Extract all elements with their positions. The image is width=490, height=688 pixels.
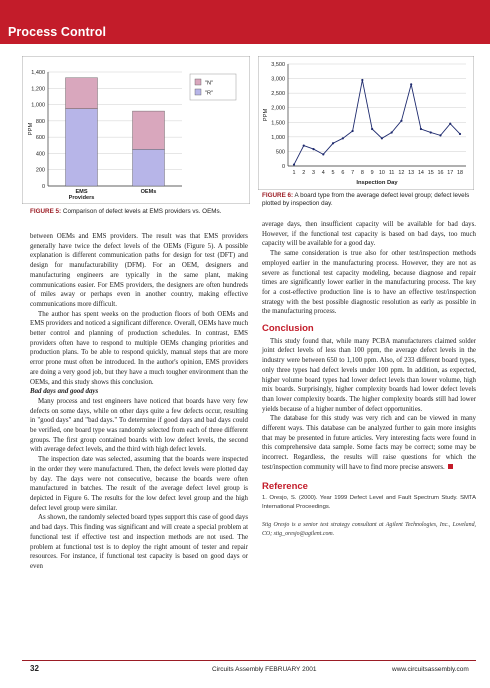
paragraph: Many process and test engineers have noticed that boards have very few defects on some days, while on other days quite a few defects occur, resulting in "good days" and "bad days." To determine if good days and bad days could be verified, one board type was randomly selected from each of three different groups. The first group contained boards with low defect levels, the second with average defect levels, and the third with high defect levels. [30, 397, 248, 454]
conclusion-heading: Conclusion [262, 323, 314, 335]
y-tick-label: 2,500 [271, 91, 285, 98]
page-number: 32 [30, 664, 39, 673]
y-tick-label: 800 [35, 118, 45, 125]
data-point [420, 128, 422, 130]
reference-item: 1. Oresjo, S. (2000). Year 1999 Defect Level and Fault Spectrum Study. SMTA International Proceedings. [262, 495, 476, 511]
paragraph: between OEMs and EMS providers. The result was that EMS providers generally have twice the defect levels of the OEMs (Figure 5). A possible explanation is different communication paths for design for test (DFT) and design for manufacturability (DFM). For an OEM, designers and manufacturing engineers are typically in the same plant, making communications easier. For EMS providers, the designers are often hundreds of miles away or perhaps even in another country, making effective communications more difficult. [30, 233, 248, 308]
figure-5-label: FIGURE 5: [30, 208, 62, 215]
figure-5-caption [30, 208, 260, 216]
publication-name: Circuits Assembly [212, 666, 264, 673]
data-point [381, 137, 383, 139]
x-axis-label: Inspection Day [356, 180, 398, 186]
data-point [391, 131, 393, 133]
x-tick-label: 3 [312, 170, 316, 176]
author-bio: Stig Oresjo is a senior test strategy consultant at Agilent Technologies, Inc., Loveland, CO; stig_oresjo@agilent.com. [262, 522, 476, 537]
data-point [400, 120, 402, 122]
legend-swatch [195, 79, 201, 85]
y-tick-label: 1,400 [31, 70, 45, 76]
paragraph: average days, then insufficient capacity will be available for bad days. However, if the functional test capacity is based on bad days, too much capacity will be available for a good day. [262, 221, 476, 248]
data-point [361, 79, 363, 81]
data-point [459, 133, 461, 135]
x-tick-label: 5 [331, 170, 335, 176]
y-tick-label: 0 [41, 184, 45, 190]
bar-segment [133, 149, 165, 186]
body-right-column [262, 220, 476, 538]
publication-date: FEBRUARY 2001 [265, 666, 317, 673]
x-tick-label: 4 [321, 170, 325, 176]
y-tick-label: 500 [275, 149, 285, 156]
y-axis-label: PPM [263, 108, 269, 122]
data-point [322, 153, 324, 155]
x-tick-label: 8 [360, 170, 364, 176]
legend-label: "R" [205, 90, 214, 97]
figure-5-text: Comparison of defect levels at EMS providers vs. OEMs. [62, 208, 222, 215]
conclusion-final-text: The database for this study was very rich and can be viewed in many different ways. This database can be analyzed further to gain more insights that may be presented in future articles. Very interesting facts were found in this comprehensive data sample. Some facts may be correct; some may be incorrect. Regardless, the results will raise questions for which the test/inspection community will have to find more precise answers. [262, 415, 476, 471]
y-tick-label: 1,200 [31, 86, 45, 93]
y-tick-label: 2,000 [271, 105, 285, 112]
legend-swatch [195, 89, 201, 95]
x-tick-label: 1 [292, 170, 296, 176]
body-left-column [30, 232, 248, 572]
data-point [449, 123, 451, 125]
figure-6-caption [262, 192, 474, 208]
x-tick-label: 17 [447, 170, 454, 176]
data-point [303, 145, 305, 147]
section-title: Process Control [8, 25, 107, 39]
x-tick-label: 18 [457, 170, 463, 176]
y-tick-label: 3,500 [271, 62, 285, 68]
data-point [312, 148, 314, 150]
y-tick-label: 0 [281, 164, 285, 170]
paragraph: The author has spent weeks on the production floors of both OEMs and EMS providers and noticed a significant difference. Overall, OEMs have much better control and planning of production schedules. In contrast, EMS providers often have to respond to multiple OEMs changing priorities and production plans. To be able to respond quickly, manual steps that are more error prone must often be introduced. In the author's opinion, EMS providers are doing a very good job, but they have a much tougher environment than the OEMs, and this study shows this conclusion. [30, 310, 249, 386]
data-point [293, 163, 295, 165]
x-tick-label: 12 [398, 170, 405, 176]
figure-6-svg [258, 56, 474, 190]
paragraph: The same consideration is true also for other test/inspection methods employed earlier in the manufacturing process. However, they are not as severe as functional test capacity modeling, because diagnose and repair times are significantly lower earlier in the manufacturing process. The key for a cost-effective production line is to have an effective test/inspection strategy with the best possible diagnostic resolution as early as possible in the manufacturing process. [262, 250, 476, 316]
figure-5-chart [22, 56, 250, 204]
footer-rule [22, 660, 476, 661]
paragraph: As shown, the randomly selected board types support this case of good days and bad days. This finding was significant and will create a special problem at functional test if effective test and inspection methods are not used. The problem at functional test is to deploy the right amount of tester and repair resources. For instance, if functional test capacity is based on good days or even [30, 514, 248, 570]
x-tick-label: 16 [437, 170, 444, 176]
x-tick-label: 13 [408, 170, 415, 176]
y-axis-label: PPM [28, 122, 34, 136]
subheading-bad-days: Bad days and good days [30, 388, 99, 396]
figure-6-label: FIGURE 6: [262, 192, 294, 199]
x-tick-label: Providers [68, 195, 95, 201]
x-tick-label: 14 [417, 170, 424, 176]
data-point [430, 131, 432, 133]
legend-label: "N" [205, 80, 214, 87]
x-tick-label: OEMs [140, 189, 157, 195]
data-point [332, 142, 334, 144]
x-tick-label: EMS [75, 189, 88, 195]
end-of-article-mark [448, 464, 453, 469]
figure-5-svg [22, 56, 250, 204]
x-tick-label: 10 [378, 170, 385, 176]
figure-6-text: A board type from the average defect level group; defect levels plotted by inspection day. [262, 192, 470, 207]
y-tick-label: 3,000 [271, 76, 285, 83]
bar-segment [66, 78, 98, 109]
paragraph: The inspection date was selected, assuming that the boards were inspected in the order they were manufactured. Then, the defect levels were plotted day by day. The days were not consecutive, because the boards were often manufactured in batches. The result of the average defect level group is depicted in Figure 6. The results for the low defect level group and the high defect level group were similar. [30, 456, 248, 512]
y-tick-label: 200 [35, 167, 45, 174]
website: www.circuitsassembly.com [392, 666, 469, 673]
reference-heading: Reference [262, 480, 308, 492]
data-point [342, 137, 344, 139]
paragraph: This study found that, while many PCBA manufacturers claimed solder joint defect levels of less than 100 ppm, the average defect levels in the industry were between 650 to 1,100 ppm. Also, of 233 different board types, only three types had defect levels under 100 ppm. In addition, as expected, higher volume board types had lower defect levels than lower volume, high mix boards. Surprisingly, higher complexity boards had lower defect levels than lower complexity boards. The higher complexity boards still had lower yields because of a higher number of defect opportunities. [262, 337, 476, 413]
y-tick-label: 400 [35, 151, 45, 158]
data-point [410, 83, 412, 85]
x-tick-label: 9 [370, 170, 374, 176]
bar-segment [66, 109, 98, 186]
x-tick-label: 7 [351, 170, 355, 176]
paragraph [262, 414, 476, 472]
publication-line [212, 666, 317, 673]
section-banner [0, 0, 490, 44]
x-tick-label: 11 [388, 170, 395, 176]
y-tick-label: 600 [35, 135, 45, 142]
data-point [371, 128, 373, 130]
figure-6-chart [258, 56, 474, 190]
y-tick-label: 1,000 [31, 102, 45, 109]
bar-segment [133, 111, 165, 149]
y-tick-label: 1,500 [271, 120, 285, 127]
x-tick-label: 2 [302, 170, 306, 176]
x-tick-label: 6 [341, 170, 345, 176]
data-point [351, 130, 353, 132]
data-point [439, 134, 441, 136]
x-tick-label: 15 [427, 170, 434, 176]
y-tick-label: 1,000 [271, 134, 285, 141]
